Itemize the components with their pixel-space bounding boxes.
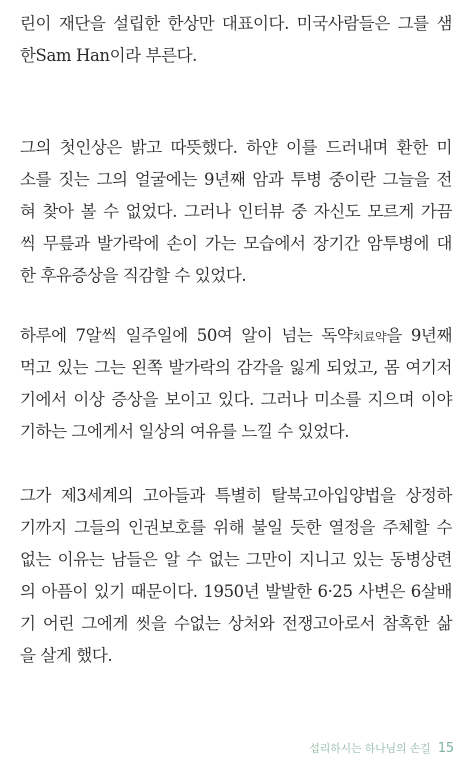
text-line-with-annotation — [20, 320, 452, 352]
paragraph-4 — [20, 480, 452, 672]
text-line: 린이 재단을 설립한 한상만 대표이다. 미국사람들은 그를 샘 — [20, 14, 452, 33]
text-line: 을 살게 했다. — [20, 646, 113, 665]
text-line: 의 아픔이 있기 때문이다. 1950년 발발한 6·25 사변은 6살배 — [20, 582, 452, 601]
inline-annotation: 치료약 — [352, 330, 387, 344]
paragraph-3 — [20, 320, 452, 448]
text-line: 먹고 있는 그는 왼쪽 발가락의 감각을 잃게 되었고, 몸 여기저 — [20, 358, 452, 377]
text-line: 기하는 그에게서 일상의 여유를 느낄 수 있었다. — [20, 422, 350, 441]
text-line: 기까지 그들의 인권보호를 위해 불일 듯한 열정을 주체할 수 — [20, 518, 452, 537]
text-line: 그의 첫인상은 밝고 따뜻했다. 하얀 이를 드러내며 환한 미 — [20, 138, 452, 157]
text-line: 기 어린 그에게 씻을 수없는 상처와 전쟁고아로서 참혹한 삶 — [20, 614, 452, 633]
text-line: 그가 제3세계의 고아들과 특별히 탈북고아입양법을 상정하 — [20, 486, 452, 505]
running-title: 섭리하시는 하나님의 손길 — [309, 742, 431, 755]
page-number: 15 — [437, 741, 454, 756]
paragraph-1 — [20, 8, 452, 72]
text-line: 기에서 이상 증상을 보이고 있다. 그러나 미소를 지으며 이야 — [20, 390, 452, 409]
text-line: 씩 무릎과 발가락에 손이 가는 모습에서 장기간 암투병에 대 — [20, 234, 452, 253]
text-segment: 을 9년째 — [386, 326, 452, 345]
text-line: 한 후유증상을 직감할 수 있었다. — [20, 266, 247, 285]
text-line: 한Sam Han이라 부른다. — [20, 46, 198, 65]
text-segment: 하루에 7알씩 일주일에 50여 알이 넘는 독약 — [20, 326, 353, 345]
text-line: 소를 짓는 그의 얼굴에는 9년째 암과 투병 중이란 그늘을 전 — [20, 170, 452, 189]
text-line: 없는 이유는 남들은 알 수 없는 그만이 지니고 있는 동병상련 — [20, 550, 452, 569]
text-line: 혀 찾아 볼 수 없었다. 그러나 인터뷰 중 자신도 모르게 가끔 — [20, 202, 452, 221]
paragraph-2 — [20, 132, 452, 292]
page-footer — [309, 740, 454, 756]
